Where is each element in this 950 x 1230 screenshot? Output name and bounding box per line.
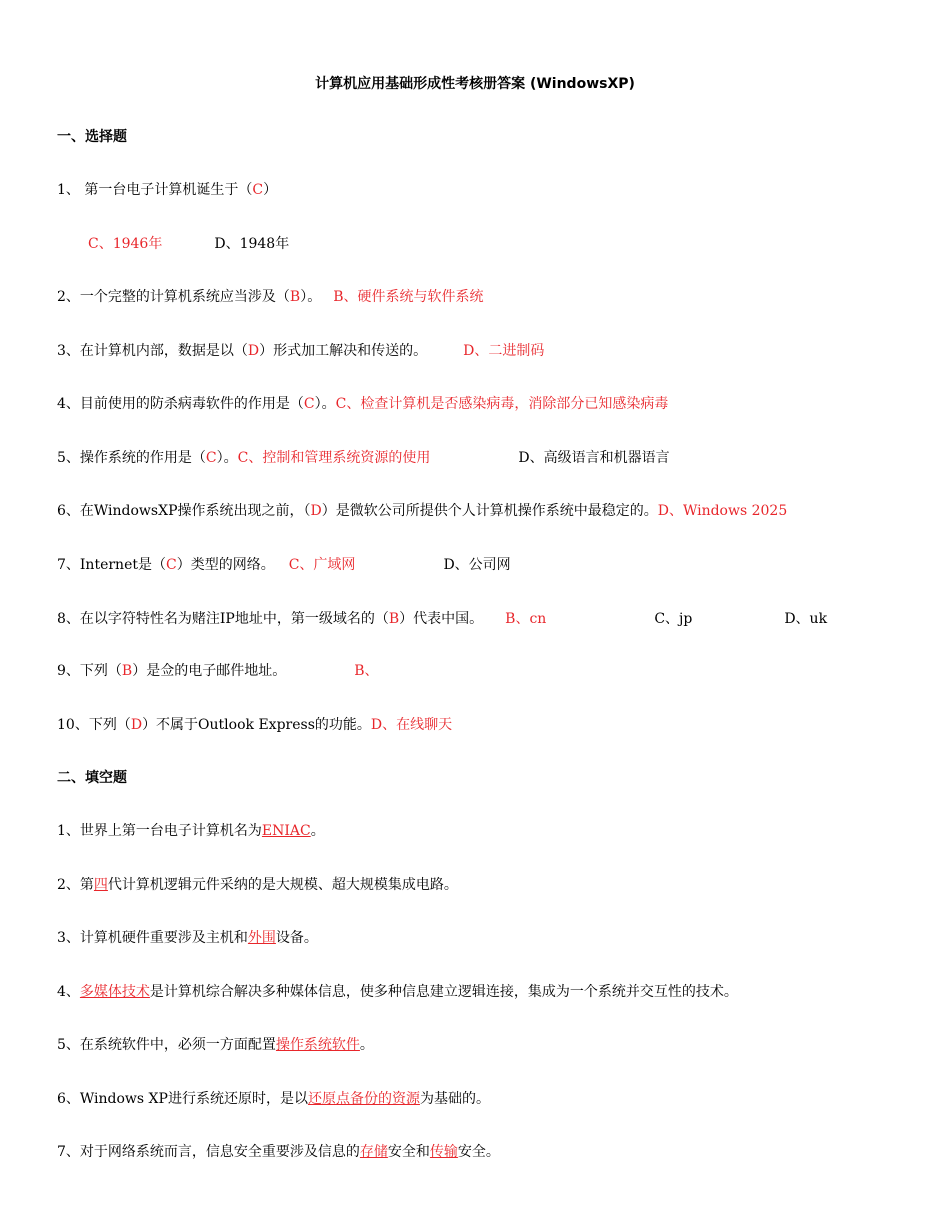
answer-letter: C: [205, 450, 217, 466]
section-heading-choice: 一、选择题: [57, 129, 127, 145]
answer-text: C、广域网: [288, 557, 356, 573]
answer-text: B、cn: [505, 611, 547, 627]
fill-answer: ENIAC: [261, 823, 311, 839]
option-d: D、1948年: [214, 236, 290, 252]
fill-answer: 传输: [429, 1144, 458, 1160]
question-2: 2、一个完整的计算机系统应当涉及（B）。 B、硬件系统与软件系统: [57, 289, 484, 305]
answer-text: B、硬件系统与软件系统: [333, 289, 484, 305]
answer-letter: D: [130, 717, 143, 733]
question-1: 1、 第一台电子计算机诞生于（C）: [57, 182, 278, 198]
option-d: D、uk: [784, 611, 828, 627]
question-8: 8、在以字符特性名为赌注IP地址中，第一级域名的（B）代表中国。 B、cn C、jp D、uk: [57, 611, 828, 627]
fill-answer: 外围: [247, 930, 276, 946]
answer-letter: B: [388, 611, 400, 627]
fill-answer: 多媒体技术: [79, 984, 150, 1000]
option-c: C、jp: [654, 611, 693, 627]
section-heading-fill: 二、填空题: [57, 770, 127, 786]
answer-letter: C: [166, 557, 177, 573]
question-7: 7、Internet是（C）类型的网络。 C、广域网 D、公司网: [57, 557, 511, 573]
fill-5: 5、在系统软件中，必须一方面配置操作系统软件。: [57, 1037, 374, 1053]
answer-letter: B: [289, 289, 301, 305]
fill-answer: 存储: [359, 1144, 388, 1160]
answer-text: B、: [354, 663, 379, 679]
fill-answer: 四: [93, 877, 108, 893]
fill-6: 6、Windows XP进行系统还原时，是以还原点备份的资源为基础的。: [57, 1091, 490, 1107]
option-c: C、1946年: [88, 236, 163, 252]
answer-letter: D: [247, 343, 260, 359]
option-d: D、高级语言和机器语言: [518, 450, 670, 466]
fill-answer: 操作系统软件: [275, 1037, 360, 1053]
question-10: 10、下列（D）不属于Outlook Express的功能。D、在线聊天: [57, 717, 453, 733]
option-d: D、公司网: [443, 557, 511, 573]
question-3: 3、在计算机内部，数据是以（D）形式加工解决和传送的。 D、二进制码: [57, 343, 545, 359]
question-6: 6、在WindowsXP操作系统出现之前，（D）是微软公司所提供个人计算机操作系统中最稳定的。D、Windows 2025: [57, 503, 788, 519]
answer-text: C、检查计算机是否感染病毒，消除部分已知感染病毒: [335, 396, 669, 412]
fill-4: 4、多媒体技术是计算机综合解决多种媒体信息，使多种信息建立逻辑连接，集成为一个系统并交互性的技术。: [57, 984, 738, 1000]
answer-letter: C: [303, 396, 315, 412]
question-1-options: [88, 234, 289, 254]
answer-letter: D: [310, 503, 322, 519]
answer-text: D、在线聊天: [370, 717, 453, 733]
answer-text: C、控制和管理系统资源的使用: [237, 450, 431, 466]
answer-text: D、Windows 2025: [657, 503, 788, 519]
answer-letter: C: [252, 182, 264, 198]
fill-3: 3、计算机硬件重要涉及主机和外围设备。: [57, 930, 318, 946]
answer-letter: B: [121, 663, 133, 679]
question-9: 9、下列（B）是佥的电子邮件地址。 B、: [57, 663, 379, 679]
document-title: 计算机应用基础形成性考核册答案 (WindowsXP): [315, 76, 635, 92]
question-4: 4、目前使用的防杀病毒软件的作用是（C）。C、检查计算机是否感染病毒，消除部分已知感染病毒: [57, 396, 669, 412]
answer-text: D、二进制码: [463, 343, 545, 359]
fill-answer: 还原点备份的资源: [307, 1091, 420, 1107]
fill-7: 7、对于网络系统而言，信息安全重要涉及信息的存储安全和传输安全。: [57, 1144, 500, 1160]
fill-2: 2、第四代计算机逻辑元件采纳的是大规模、超大规模集成电路。: [57, 877, 458, 893]
fill-1: 1、世界上第一台电子计算机名为ENIAC。: [57, 823, 325, 839]
question-5: 5、操作系统的作用是（C）。C、控制和管理系统资源的使用 D、高级语言和机器语言: [57, 450, 670, 466]
